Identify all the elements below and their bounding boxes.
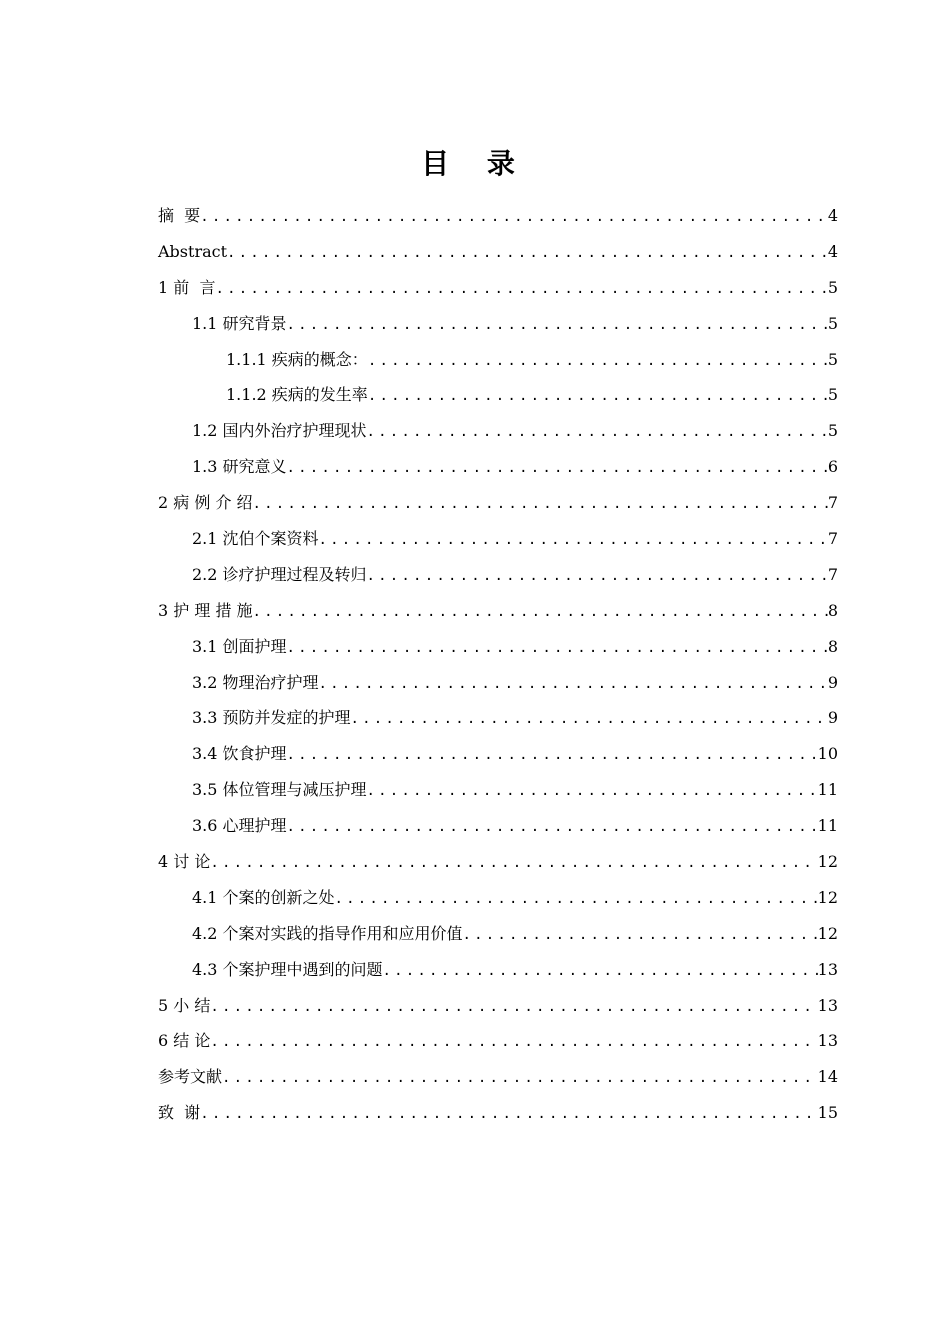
dot-leader	[200, 1097, 817, 1133]
toc-entry-label: 4.3 个案护理中遇到的问题	[192, 959, 383, 979]
toc-entry-label: 2.2 诊疗护理过程及转归	[192, 564, 367, 584]
dot-leader	[210, 846, 817, 882]
toc-entry-page-number: 4	[827, 241, 838, 261]
toc-entry-label: 2.1 沈伯个案资料	[192, 529, 319, 549]
toc-entry-label: 3 护 理 措 施	[158, 600, 253, 620]
dot-leader	[368, 379, 828, 415]
toc-entry-page-number: 5	[827, 421, 838, 441]
toc-entry[interactable]	[158, 700, 838, 736]
toc-entry-label: 2 病 例 介 绍	[158, 493, 253, 513]
toc-entry[interactable]	[158, 808, 838, 844]
toc-entry[interactable]	[158, 198, 838, 234]
toc-entry[interactable]	[158, 557, 838, 593]
toc-entry-page-number: 5	[827, 313, 838, 333]
toc-entry[interactable]	[158, 342, 838, 378]
toc-entry[interactable]	[158, 988, 838, 1024]
toc-entry-label: 致 谢	[158, 1103, 201, 1123]
toc-entry-label: 3.5 体位管理与减压护理	[192, 780, 367, 800]
toc-entry-page-number: 12	[817, 887, 838, 907]
dot-leader	[253, 595, 828, 631]
toc-entry-label: 1 前 言	[158, 277, 216, 297]
toc-entry[interactable]	[158, 736, 838, 772]
page-title: 目 录	[421, 147, 529, 180]
toc-entry[interactable]	[158, 234, 838, 270]
dot-leader	[227, 236, 828, 272]
toc-entry-page-number: 5	[827, 385, 838, 405]
toc-entry-label: 1.1.1 疾病的概念：	[226, 349, 368, 369]
dot-leader	[215, 272, 827, 308]
dot-leader	[319, 523, 828, 559]
toc-entry-page-number: 8	[827, 636, 838, 656]
toc-entry-label: 3.2 物理治疗护理	[192, 672, 319, 692]
toc-entry[interactable]	[158, 270, 838, 306]
toc-entry-label: 摘 要	[158, 206, 201, 225]
toc-entry-page-number: 10	[817, 744, 838, 764]
toc-entry-page-number: 7	[827, 493, 838, 513]
toc-entry-page-number: 8	[827, 600, 838, 620]
toc-entry-label: 5 小 结	[158, 995, 211, 1015]
toc-entry[interactable]	[158, 844, 838, 880]
toc-entry-label: 1.1.2 疾病的发生率	[226, 385, 368, 405]
toc-entry-page-number: 12	[817, 923, 838, 943]
toc-entry-page-number: 13	[817, 995, 838, 1015]
dot-leader	[287, 308, 828, 344]
dot-leader	[210, 990, 817, 1026]
toc-entry-page-number: 13	[817, 959, 838, 979]
toc-entry[interactable]	[158, 916, 838, 952]
table-of-contents	[158, 198, 838, 1131]
dot-leader	[319, 667, 828, 703]
toc-entry-label: 4.2 个案对实践的指导作用和应用价值	[192, 923, 463, 943]
toc-entry-page-number: 4	[827, 206, 838, 225]
toc-entry-page-number: 5	[827, 349, 838, 369]
dot-leader	[210, 1025, 817, 1061]
toc-entry[interactable]	[158, 413, 838, 449]
dot-leader	[200, 200, 828, 236]
dot-leader	[383, 954, 818, 990]
toc-entry-page-number: 11	[817, 780, 838, 800]
toc-entry-page-number: 11	[817, 816, 838, 836]
toc-entry[interactable]	[158, 485, 838, 521]
toc-entry-page-number: 15	[817, 1103, 838, 1123]
toc-entry[interactable]	[158, 1059, 838, 1095]
toc-entry-page-number: 9	[827, 672, 838, 692]
toc-entry-label: 3.1 创面护理	[192, 636, 287, 656]
toc-entry-page-number: 5	[827, 277, 838, 297]
toc-entry-page-number: 7	[827, 564, 838, 584]
dot-leader	[287, 631, 828, 667]
toc-entry-page-number: 7	[827, 529, 838, 549]
toc-entry[interactable]	[158, 772, 838, 808]
toc-entry-label: 1.1 研究背景	[192, 313, 287, 333]
toc-entry[interactable]	[158, 1095, 838, 1131]
toc-entry-label: 3.4 饮食护理	[192, 744, 287, 764]
toc-entry-label: 参考文献	[158, 1067, 223, 1087]
toc-entry[interactable]	[158, 1023, 838, 1059]
dot-leader	[253, 487, 828, 523]
toc-entry-page-number: 13	[817, 1031, 838, 1051]
toc-entry[interactable]	[158, 593, 838, 629]
dot-leader	[368, 344, 828, 380]
toc-entry-label: 1.3 研究意义	[192, 457, 287, 477]
toc-entry-page-number: 6	[827, 457, 838, 477]
toc-entry[interactable]	[158, 880, 838, 916]
toc-entry-label: 1.2 国内外治疗护理现状	[192, 421, 367, 441]
dot-leader	[351, 702, 828, 738]
toc-entry[interactable]	[158, 952, 838, 988]
toc-entry-label: Abstract	[158, 241, 228, 261]
dot-leader	[335, 882, 818, 918]
toc-entry-label: 3.3 预防并发症的护理	[192, 708, 351, 728]
toc-entry-page-number: 14	[817, 1067, 838, 1087]
toc-entry-label: 4.1 个案的创新之处	[192, 887, 335, 907]
toc-entry-label: 3.6 心理护理	[192, 816, 287, 836]
toc-entry-page-number: 9	[827, 708, 838, 728]
toc-entry[interactable]	[158, 665, 838, 701]
toc-entry[interactable]	[158, 377, 838, 413]
dot-leader	[287, 810, 818, 846]
toc-entry[interactable]	[158, 629, 838, 665]
dot-leader	[463, 918, 818, 954]
dot-leader	[287, 738, 818, 774]
dot-leader	[367, 415, 828, 451]
toc-entry[interactable]	[158, 449, 838, 485]
toc-entry[interactable]	[158, 306, 838, 342]
toc-entry-label: 6 结 论	[158, 1031, 211, 1051]
toc-entry[interactable]	[158, 521, 838, 557]
toc-entry-page-number: 12	[817, 852, 838, 872]
dot-leader	[222, 1061, 818, 1097]
dot-leader	[287, 451, 828, 487]
dot-leader	[367, 774, 818, 810]
toc-entry-label: 4 讨 论	[158, 852, 211, 872]
dot-leader	[367, 559, 828, 595]
